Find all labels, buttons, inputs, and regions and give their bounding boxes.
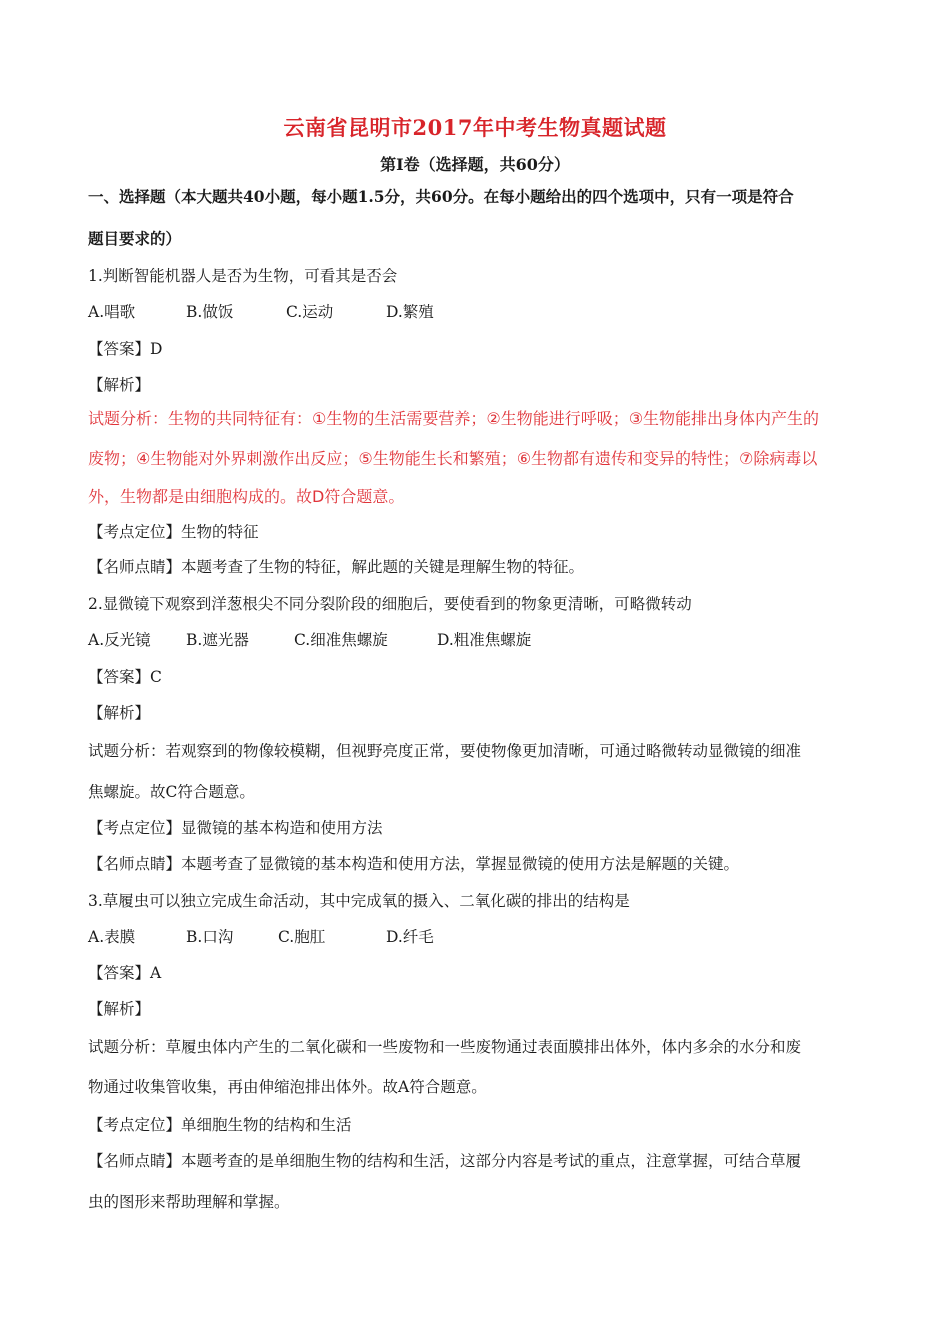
analysis-text: 试题分析：生物的共同特征有：①生物的生活需要营养；②生物能进行呼吸；③生物能排出身体内产生的	[88, 409, 820, 428]
question-stem: 2.显微镜下观察到洋葱根尖不同分裂阶段的细胞后，要使看到的物象更清晰，可略微转动	[88, 595, 692, 613]
analysis-label: 【解析】	[88, 1000, 151, 1018]
analysis-label: 【解析】	[88, 704, 151, 722]
question-options	[88, 927, 434, 947]
option-b: B.做饭	[186, 303, 234, 321]
question-options	[88, 630, 531, 650]
teacher-note: 【名师点睛】本题考查了显微镜的基本构造和使用方法，掌握显微镜的使用方法是解题的关键。	[88, 855, 740, 873]
section-heading-continued: 题目要求的）	[88, 229, 182, 248]
teacher-note: 【名师点睛】本题考查了生物的特征，解此题的关键是理解生物的特征。	[88, 558, 585, 576]
analysis-text: 试题分析：若观察到的物像较模糊，但视野亮度正常，要使物像更加清晰，可通过略微转动显微镜的细准	[88, 742, 802, 760]
question-stem: 3.草履虫可以独立完成生命活动，其中完成氧的摄入、二氧化碳的排出的结构是	[88, 892, 630, 910]
analysis-label: 【解析】	[88, 376, 151, 394]
option-a: A.唱歌	[88, 303, 136, 321]
option-b: B.口沟	[186, 928, 234, 946]
analysis-text: 外，生物都是由细胞构成的。故D符合题意。	[88, 487, 405, 506]
teacher-note: 【名师点睛】本题考查的是单细胞生物的结构和生活，这部分内容是考试的重点，注意掌握，可结合草履	[88, 1152, 802, 1170]
page-subtitle: 第Ⅰ卷（选择题，共60分）	[380, 155, 570, 174]
answer: 【答案】A	[88, 964, 162, 982]
page-title: 云南省昆明市2017年中考生物真题试题	[283, 115, 667, 140]
option-a: A.表膜	[88, 928, 136, 946]
analysis-text: 废物；④生物能对外界刺激作出反应；⑤生物能生长和繁殖；⑥生物都有遗传和变异的特性；⑦除病毒以	[88, 449, 818, 468]
option-c: C.胞肛	[278, 928, 326, 946]
teacher-note: 虫的图形来帮助理解和掌握。	[88, 1193, 290, 1211]
analysis-text: 试题分析：草履虫体内产生的二氧化碳和一些废物和一些废物通过表面膜排出体外，体内多余的水分和废	[88, 1038, 802, 1056]
kaodian: 【考点定位】显微镜的基本构造和使用方法	[88, 819, 383, 837]
option-d: D.繁殖	[386, 303, 434, 321]
kaodian: 【考点定位】生物的特征	[88, 523, 259, 541]
section-heading: 一、选择题（本大题共40小题，每小题1.5分，共60分。在每小题给出的四个选项中，只有一项是符合	[88, 187, 794, 206]
question-options	[88, 302, 434, 322]
answer: 【答案】C	[88, 668, 162, 686]
option-d: D.粗准焦螺旋	[437, 631, 532, 649]
option-b: B.遮光器	[186, 631, 249, 649]
kaodian: 【考点定位】单细胞生物的结构和生活	[88, 1116, 352, 1134]
option-a: A.反光镜	[88, 631, 151, 649]
analysis-text: 物通过收集管收集，再由伸缩泡排出体外。故A符合题意。	[88, 1078, 487, 1096]
option-d: D.纤毛	[386, 928, 434, 946]
answer: 【答案】D	[88, 340, 163, 358]
question-stem: 1.判断智能机器人是否为生物，可看其是否会	[88, 267, 398, 285]
analysis-text: 焦螺旋。故C符合题意。	[88, 783, 255, 801]
option-c: C.细准焦螺旋	[294, 631, 388, 649]
option-c: C.运动	[286, 303, 334, 321]
